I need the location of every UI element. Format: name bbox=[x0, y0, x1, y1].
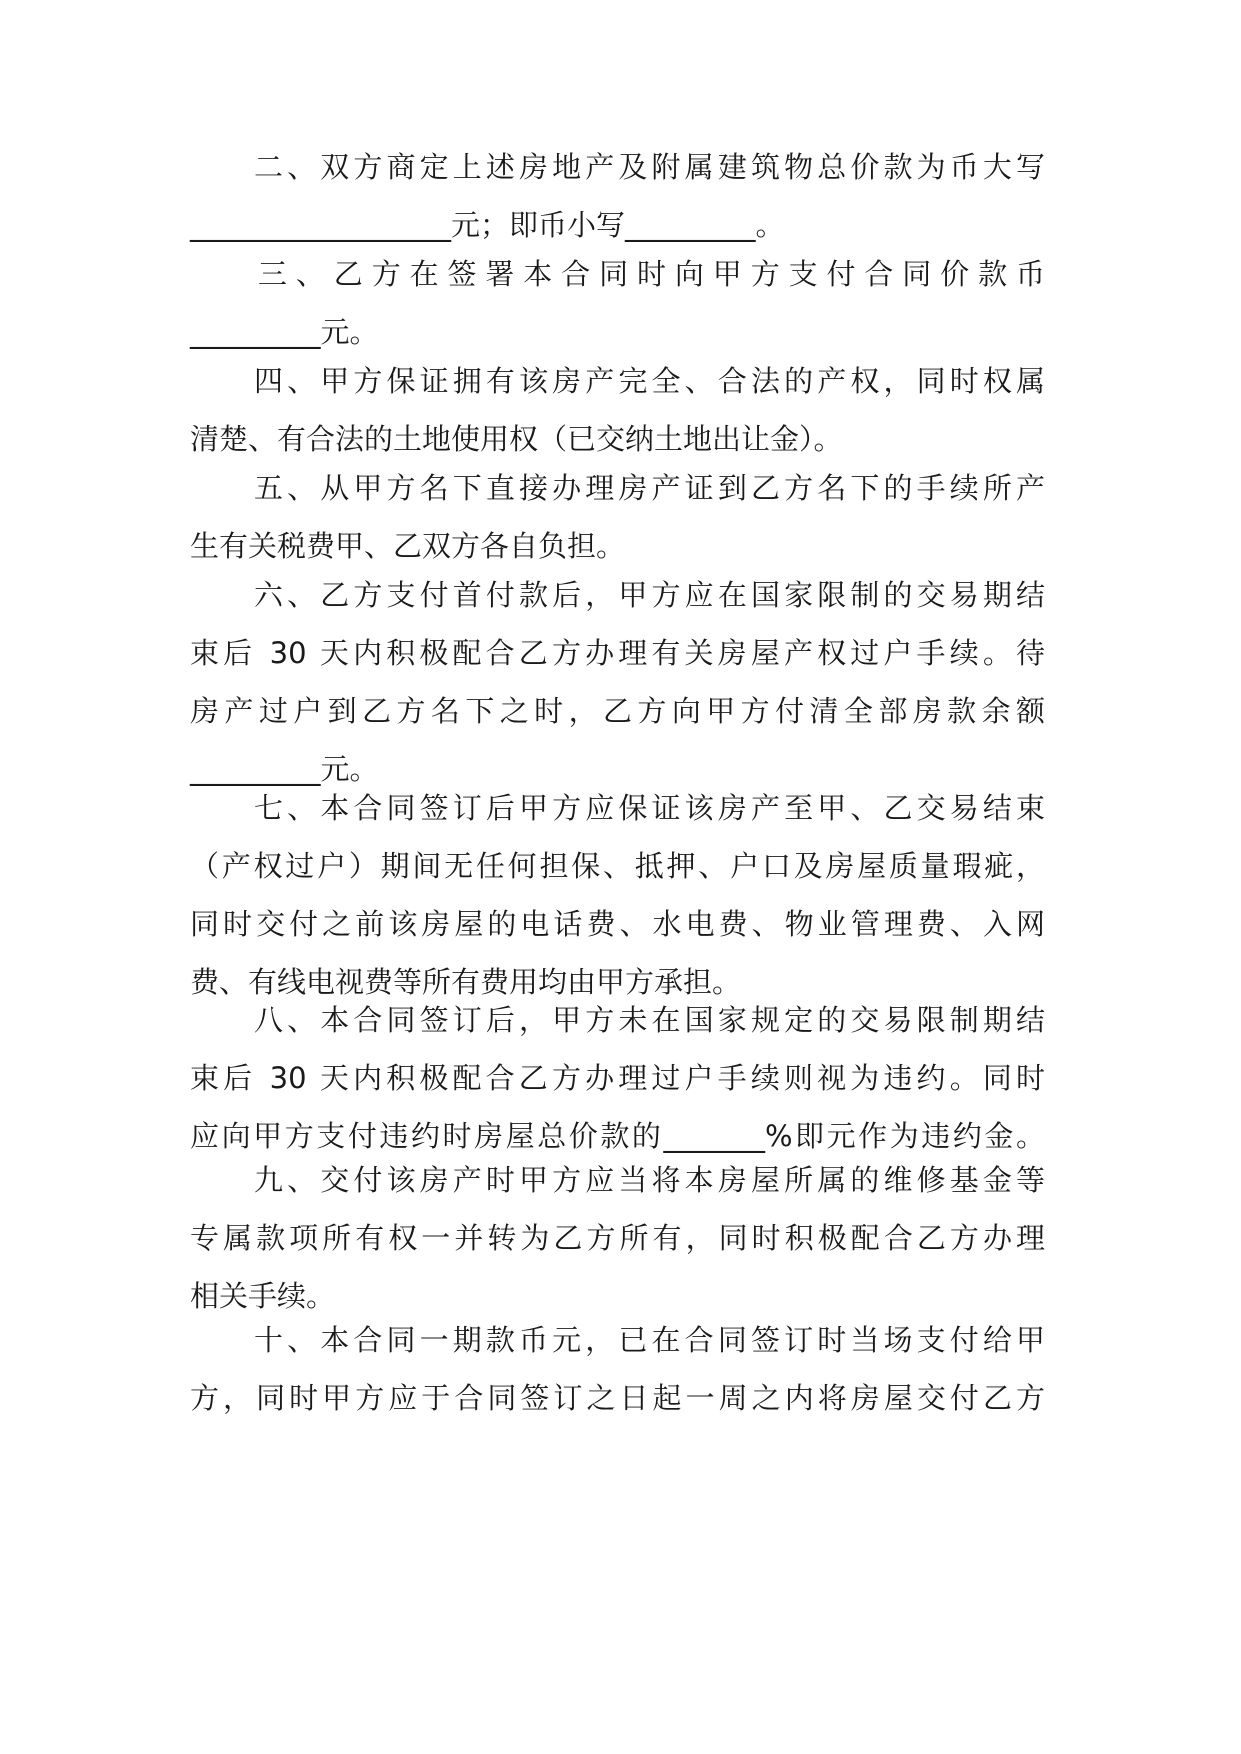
text-line: _________元。 bbox=[190, 752, 379, 786]
text-line: 相关手续。 bbox=[190, 1279, 336, 1313]
text-line: 束后 30 天内积极配合乙方办理有关房屋产权过户手续。待 bbox=[190, 636, 1045, 670]
clause-5-paragraph bbox=[190, 459, 1045, 575]
text-line: 五、从甲方名下直接办理房产证到乙方名下的手续所产 bbox=[254, 471, 1045, 505]
text-line: 八、本合同签订后，甲方未在国家规定的交易限制期结 bbox=[254, 1003, 1045, 1037]
text-line: 六、乙方支付首付款后，甲方应在国家限制的交易期结 bbox=[254, 578, 1045, 612]
text-line: 束后 30 天内积极配合乙方办理过户手续则视为违约。同时 bbox=[190, 1061, 1045, 1095]
text-line: 费、有线电视费等所有费用均由甲方承担。 bbox=[190, 965, 742, 999]
clause-3-paragraph bbox=[190, 245, 1045, 361]
text-line: 四、甲方保证拥有该房产完全、合法的产权，同时权属 bbox=[254, 364, 1045, 398]
text-line: _________元。 bbox=[190, 315, 379, 349]
text-line: 清楚、有合法的土地使用权（已交纳土地出让金）。 bbox=[190, 422, 843, 456]
text-line: 应向甲方支付违约时房屋总价款的_______%即元作为违约金。 bbox=[190, 1119, 1045, 1153]
text-line: __________________元；即币小写_________。 bbox=[190, 208, 785, 242]
text-line: 二、双方商定上述房地产及附属建筑物总价款为币大写 bbox=[254, 150, 1045, 184]
text-line: 同时交付之前该房屋的电话费、水电费、物业管理费、入网 bbox=[190, 907, 1045, 941]
clause-4-paragraph bbox=[190, 352, 1045, 468]
text-line: 生有关税费甲、乙双方各自负担。 bbox=[190, 529, 626, 563]
clause-7-paragraph bbox=[190, 779, 1045, 1011]
clause-9-paragraph bbox=[190, 1151, 1045, 1325]
clause-10-paragraph bbox=[190, 1311, 1045, 1427]
clause-8-paragraph bbox=[190, 991, 1045, 1165]
text-line: 方，同时甲方应于合同签订之日起一周之内将房屋交付乙方 bbox=[190, 1381, 1045, 1415]
text-line: 三、乙方在签署本合同时向甲方支付合同价款币 bbox=[258, 257, 1045, 291]
text-line: 十、本合同一期款币元，已在合同签订时当场支付给甲 bbox=[254, 1323, 1045, 1357]
text-line: 九、交付该房产时甲方应当将本房屋所属的维修基金等 bbox=[254, 1163, 1045, 1197]
text-line: 专属款项所有权一并转为乙方所有，同时积极配合乙方办理 bbox=[190, 1221, 1045, 1255]
text-line: 七、本合同签订后甲方应保证该房产至甲、乙交易结束 bbox=[254, 791, 1045, 825]
text-line: 房产过户到乙方名下之时，乙方向甲方付清全部房款余额 bbox=[190, 694, 1045, 728]
clause-6-paragraph bbox=[190, 566, 1045, 798]
text-line: （产权过户）期间无任何担保、抵押、户口及房屋质量瑕疵， bbox=[190, 849, 1045, 883]
clause-2-paragraph bbox=[190, 138, 1045, 254]
